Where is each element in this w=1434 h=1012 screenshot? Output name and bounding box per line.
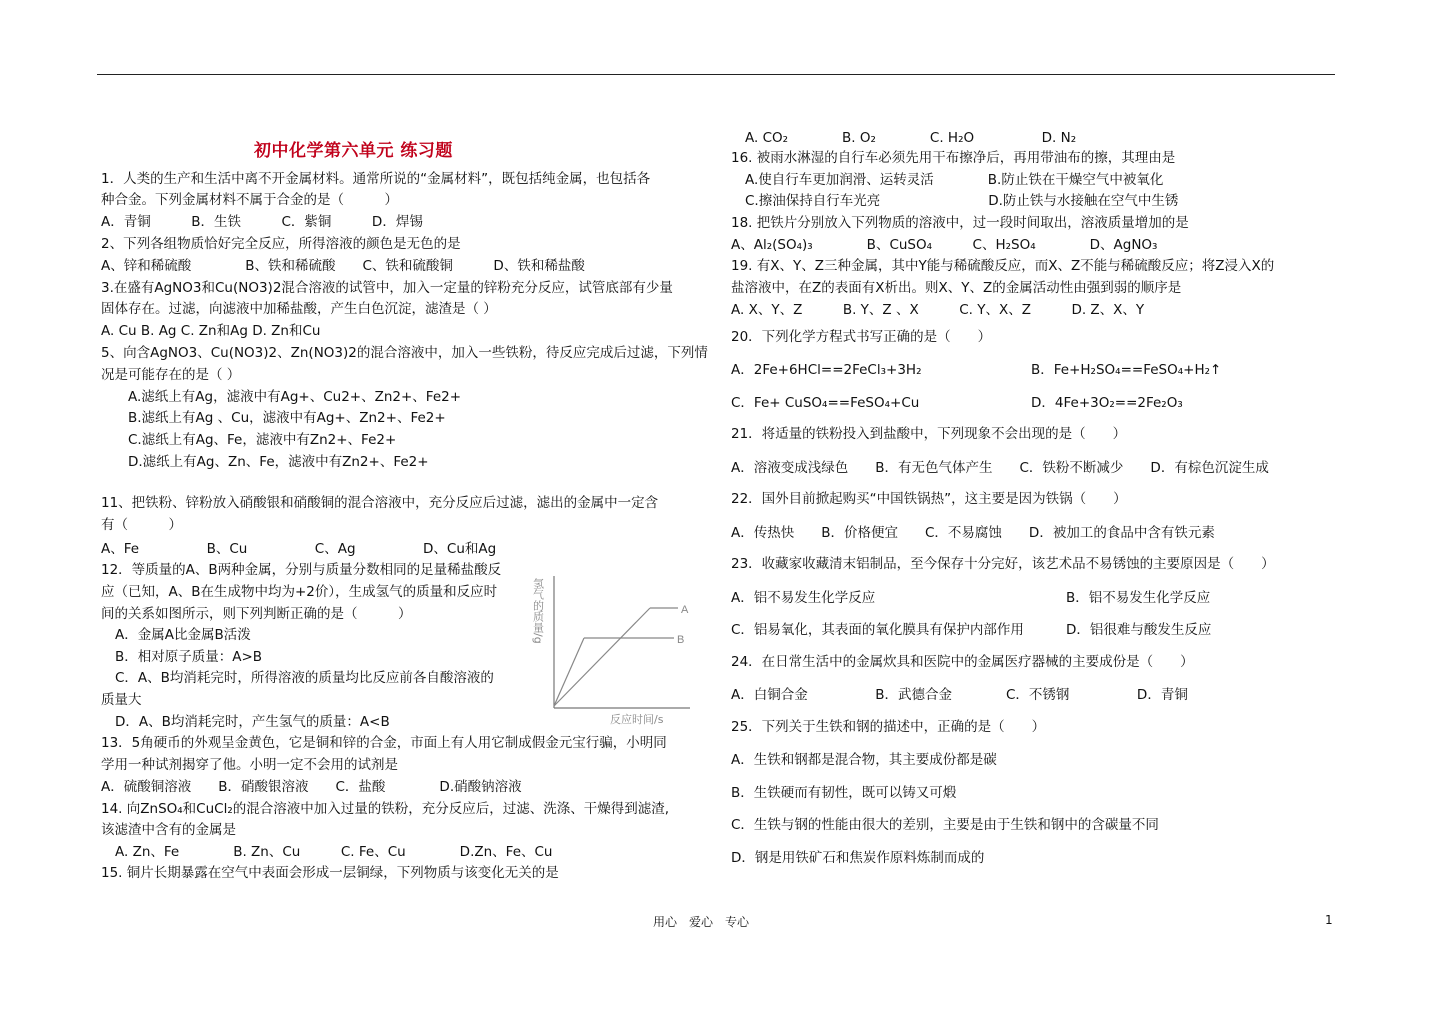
question-line: 18. 把铁片分别放入下列物质的溶液中，过一段时间取出，溶液质量增加的是 [731, 215, 1189, 231]
question-line: 2、下列各组物质恰好完全反应，所得溶液的颜色是无色的是 [101, 236, 461, 252]
question-line: 间的关系如图所示，则下列判断正确的是（ ） [101, 606, 412, 622]
question-line: C.滤纸上有Ag、Fe，滤液中有Zn2+、Fe2+ [128, 432, 397, 448]
question-line: 学用一种试剂揭穿了他。小明一定不会用的试剂是 [101, 757, 398, 773]
question-line: 16. 被雨水淋湿的自行车必须先用干布擦净后，再用带油布的擦，其理由是 [731, 150, 1176, 166]
question-line: D．钢是用铁矿石和焦炭作原料炼制而成的 [731, 850, 985, 866]
question-line: A.滤纸上有Ag，滤液中有Ag+、Cu2+、Zn2+、Fe2+ [128, 389, 462, 405]
question-line: B.滤纸上有Ag 、Cu，滤液中有Ag+、Zn2+、Fe2+ [128, 410, 446, 426]
question-line: A、锌和稀硫酸 B、铁和稀硫酸 C、铁和硫酸铜 D、铁和稀盐酸 [101, 258, 585, 274]
question-line: 25．下列关于生铁和钢的描述中，正确的是（ ） [731, 719, 1046, 735]
question-line: 种合金。下列金属材料不属于合金的是（ ） [101, 192, 398, 208]
question-line: 有（ ） [101, 517, 182, 533]
graph-line-b-rise [554, 638, 584, 706]
question-line: 5、向含AgNO3、Cu(NO3)2、Zn(NO3)2的混合溶液中，加入一些铁粉，待反应完成后过滤，下列情 [101, 345, 708, 361]
question-line: 质量大 [101, 692, 142, 708]
question-line: 19. 有X、Y、Z三种金属，其中Y能与稀硫酸反应，而X、Z不能与稀硫酸反应；将Z浸入X的 [731, 258, 1275, 274]
question-line: D．铝很难与酸发生反应 [1066, 622, 1212, 638]
question-line: C.擦油保持自行车光亮 D.防止铁与水接触在空气中生锈 [745, 193, 1179, 209]
question-line: A、Al₂(SO₄)₃ B、CuSO₄ C、H₂SO₄ D、AgNO₃ [731, 237, 1158, 253]
question-line: 12．等质量的A、B两种金属，分别与质量分数相同的足量稀盐酸反 [101, 562, 502, 578]
question-line: 20．下列化学方程式书写正确的是（ ） [731, 329, 992, 345]
question-line: A. CO₂ B. O₂ C. H₂O D. N₂ [745, 130, 1077, 146]
question-line: A．传热快 B．价格便宜 C．不易腐蚀 D．被加工的食品中含有铁元素 [731, 525, 1215, 541]
graph-line-a-rise [554, 608, 650, 706]
question-line: A．生铁和钢都是混合物，其主要成份都是碳 [731, 752, 997, 768]
question-line: A．铝不易发生化学反应 [731, 590, 876, 606]
question-line: 11、把铁粉、锌粉放入硝酸银和硝酸铜的混合溶液中，充分反应后过滤，滤出的金属中一定含 [101, 495, 659, 511]
question-line: A、Fe B、Cu C、Ag D、Cu和Ag [101, 541, 497, 557]
question-line: A. Cu B. Ag C. Zn和Ag D. Zn和Cu [101, 323, 321, 339]
question-line: 15. 铜片长期暴露在空气中表面会形成一层铜绿，下列物质与该变化无关的是 [101, 865, 559, 881]
question-line: 24．在日常生活中的金属炊具和医院中的金属医疗器械的主要成份是（ ） [731, 654, 1194, 670]
question-line: A．2Fe+6HCl==2FeCl₃+3H₂ [731, 362, 922, 378]
graph-label-b: B [677, 634, 685, 646]
footer-motto: 用心 爱心 专心 [653, 915, 750, 929]
question-line: D.滤纸上有Ag、Zn、Fe，滤液中有Zn2+、Fe2+ [128, 454, 429, 470]
question-line: A. Zn、Fe B. Zn、Cu C. Fe、Cu D.Zn、Fe、Cu [115, 844, 553, 860]
question-line: 23．收藏家收藏清末铝制品，至今保存十分完好，该艺术品不易锈蚀的主要原因是（ ） [731, 556, 1275, 572]
question-line: 14. 向ZnSO₄和CuCl₂的混合溶液中加入过量的铁粉，充分反应后，过滤、洗涤、干燥得到滤渣, [101, 801, 670, 817]
graph-label-a: A [681, 604, 689, 616]
question-line: C．生铁与钢的性能由很大的差别，主要是由于生铁和钢中的含碳量不同 [731, 817, 1159, 833]
page-number: 1 [1325, 913, 1333, 927]
question-line: C．A、B均消耗完时，所得溶液的质量均比反应前各自酸溶液的 [115, 670, 494, 686]
question-line: A．溶液变成浅绿色 B．有无色气体产生 C．铁粉不断减少 D．有棕色沉淀生成 [731, 460, 1269, 476]
question-line: 3.在盛有AgNO3和Cu(NO3)2混合溶液的试管中，加入一定量的锌粉充分反应，试管底部有少量 [101, 280, 673, 296]
question-line: 该滤渣中含有的金属是 [101, 822, 236, 838]
question-line: C．铝易氧化，其表面的氧化膜具有保护内部作用 [731, 622, 1024, 638]
question-line: 21．将适量的铁粉投入到盐酸中，下列现象不会出现的是（ ） [731, 426, 1127, 442]
question-line: 1．人类的生产和生活中离不开金属材料。通常所说的“金属材料”，既包括纯金属，也包括各 [101, 171, 651, 187]
question-line: 13．5角硬币的外观呈金黄色，它是铜和锌的合金，市面上有人用它制成假金元宝行骗，小明同 [101, 735, 667, 751]
question-line: A．青铜 B．生铁 C．紫铜 D．焊锡 [101, 214, 423, 230]
header-rule [97, 74, 1335, 75]
hydrogen-mass-graph [528, 568, 698, 728]
question-line: A．白铜合金 B．武德合金 C．不锈钢 D．青铜 [731, 687, 1188, 703]
question-line: A．金属A比金属B活泼 [115, 627, 251, 643]
question-line: D．A、B均消耗完时，产生氢气的质量：A<B [115, 714, 390, 730]
graph-y-label: 氢气的质量/g [531, 578, 545, 644]
question-line: 盐溶液中，在Z的表面有X析出。则X、Y、Z的金属活动性由强到弱的顺序是 [731, 280, 1182, 296]
question-line: 固体存在。过滤，向滤液中加稀盐酸，产生白色沉淀，滤渣是（ ） [101, 301, 497, 317]
question-line: B．Fe+H₂SO₄==FeSO₄+H₂↑ [1031, 362, 1222, 378]
question-line: B．相对原子质量：A>B [115, 649, 263, 665]
graph-x-label: 反应时间/s [610, 713, 664, 726]
question-line: A．硫酸铜溶液 B．硝酸银溶液 C．盐酸 D.硝酸钠溶液 [101, 779, 522, 795]
question-line: 22．国外目前掀起购买“中国铁锅热”，这主要是因为铁锅（ ） [731, 491, 1127, 507]
question-line: C．Fe+ CuSO₄==FeSO₄+Cu [731, 395, 920, 411]
question-line: A. X、Y、Z B. Y、Z 、X C. Y、X、Z D. Z、X、Y [731, 302, 1145, 318]
question-line: D．4Fe+3O₂==2Fe₂O₃ [1031, 395, 1183, 411]
question-line: 应（已知，A、B在生成物中均为+2价），生成氢气的质量和反应时 [101, 584, 498, 600]
question-line: B．生铁硬而有韧性，既可以铸又可煅 [731, 785, 957, 801]
question-line: A.使自行车更加润滑、运转灵活 B.防止铁在干燥空气中被氧化 [745, 172, 1164, 188]
question-line: B．铝不易发生化学反应 [1066, 590, 1211, 606]
question-line: 况是可能存在的是（ ） [101, 367, 241, 383]
page-title: 初中化学第六单元 练习题 [254, 141, 453, 161]
